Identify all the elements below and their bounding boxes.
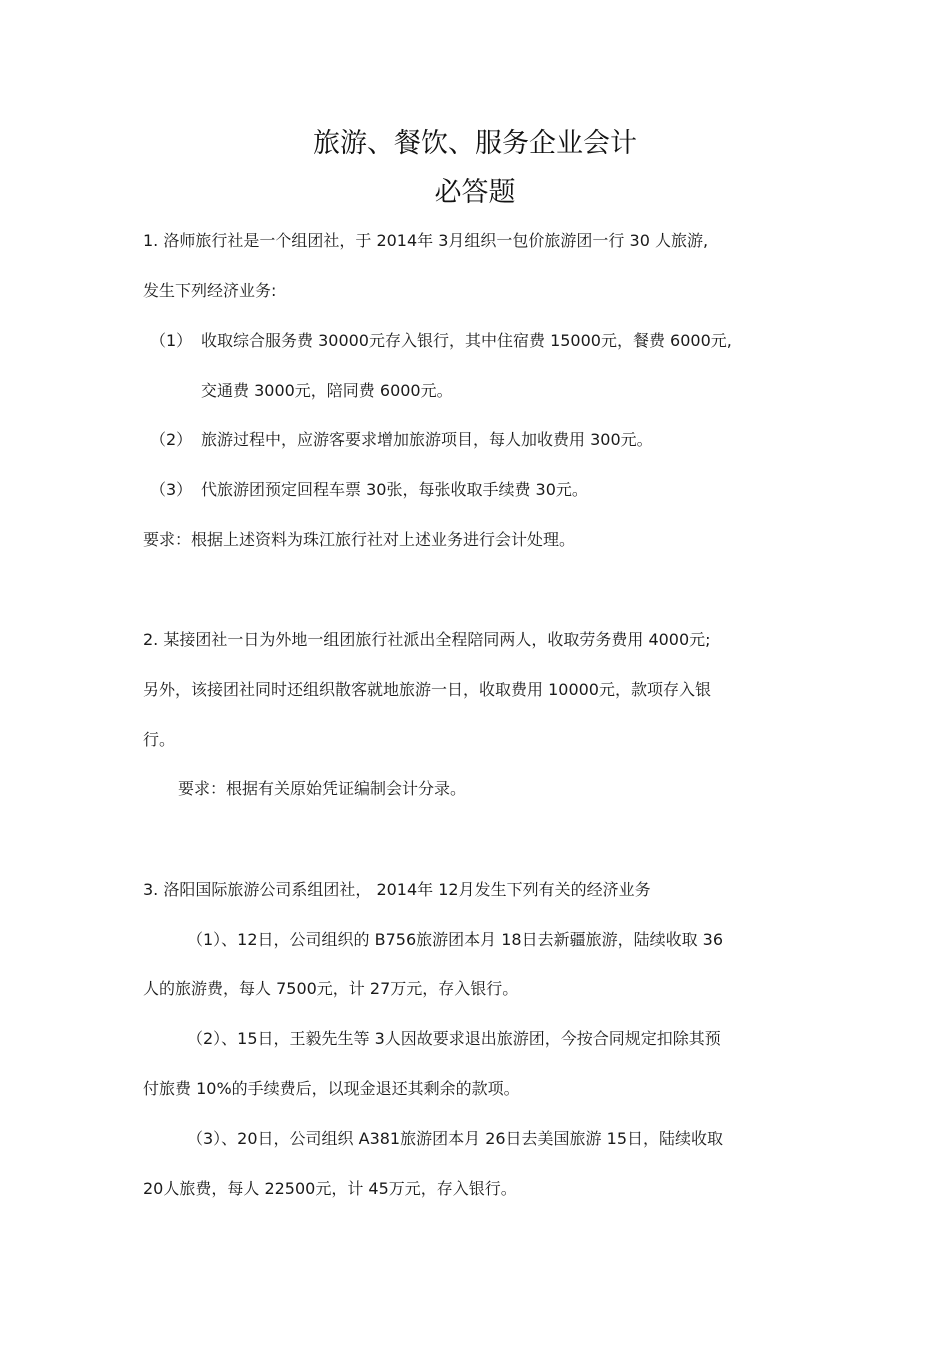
q1-item3-text: 代旅游团预定回程车票 30张，每张收取手续费 30元。 — [201, 480, 588, 499]
q2-line2: 另外，该接团社同时还组织散客就地旅游一日，收取费用 10000元，款项存入银 — [143, 680, 711, 699]
q3-item1-line1: （1）、12日，公司组织的 B756旅游团本月 18日去新疆旅游，陆续收取 36 — [187, 930, 724, 949]
q1-item3-number: （3） — [150, 480, 193, 499]
q2-requirement: 要求：根据有关原始凭证编制会计分录。 — [178, 779, 467, 798]
document-subtitle: 必答题 — [434, 177, 516, 208]
q1-line1: 1. 洛师旅行社是一个组团社，于 2014年 3月组织一包价旅游团一行 30 人旅游, — [143, 231, 709, 250]
q1-item2-text: 旅游过程中，应游客要求增加旅游项目，每人加收费用 300元。 — [201, 430, 653, 449]
q1-item1-number: （1） — [150, 331, 193, 350]
q3-line1: 3. 洛阳国际旅游公司系组团社， 2014年 12月发生下列有关的经济业务 — [143, 880, 651, 899]
q1-item2-number: （2） — [150, 430, 193, 449]
q3-item3-line2: 20人旅费，每人 22500元，计 45万元，存入银行。 — [143, 1179, 517, 1198]
q1-item1-line2: 交通费 3000元，陪同费 6000元。 — [201, 381, 453, 400]
q3-item3-line1: （3）、20日，公司组织 A381旅游团本月 26日去美国旅游 15日，陆续收取 — [187, 1129, 724, 1148]
q3-item1-line2: 人的旅游费，每人 7500元，计 27万元，存入银行。 — [143, 979, 519, 998]
q1-line2: 发生下列经济业务: — [143, 281, 277, 300]
q1-item1-line1: 收取综合服务费 30000元存入银行，其中住宿费 15000元，餐费 6000元, — [201, 331, 732, 350]
q3-item2-line2: 付旅费 10%的手续费后，以现金退还其剩余的款项。 — [143, 1079, 520, 1098]
document-title: 旅游、餐饮、服务企业会计 — [313, 128, 637, 159]
q3-item2-line1: （2）、15日，王毅先生等 3人因故要求退出旅游团，今按合同规定扣除其预 — [187, 1029, 721, 1048]
q2-line3: 行。 — [143, 730, 176, 749]
q2-line1: 2. 某接团社一日为外地一组团旅行社派出全程陪同两人，收取劳务费用 4000元; — [143, 630, 711, 649]
q1-requirement: 要求：根据上述资料为珠江旅行社对上述业务进行会计处理。 — [143, 530, 576, 549]
